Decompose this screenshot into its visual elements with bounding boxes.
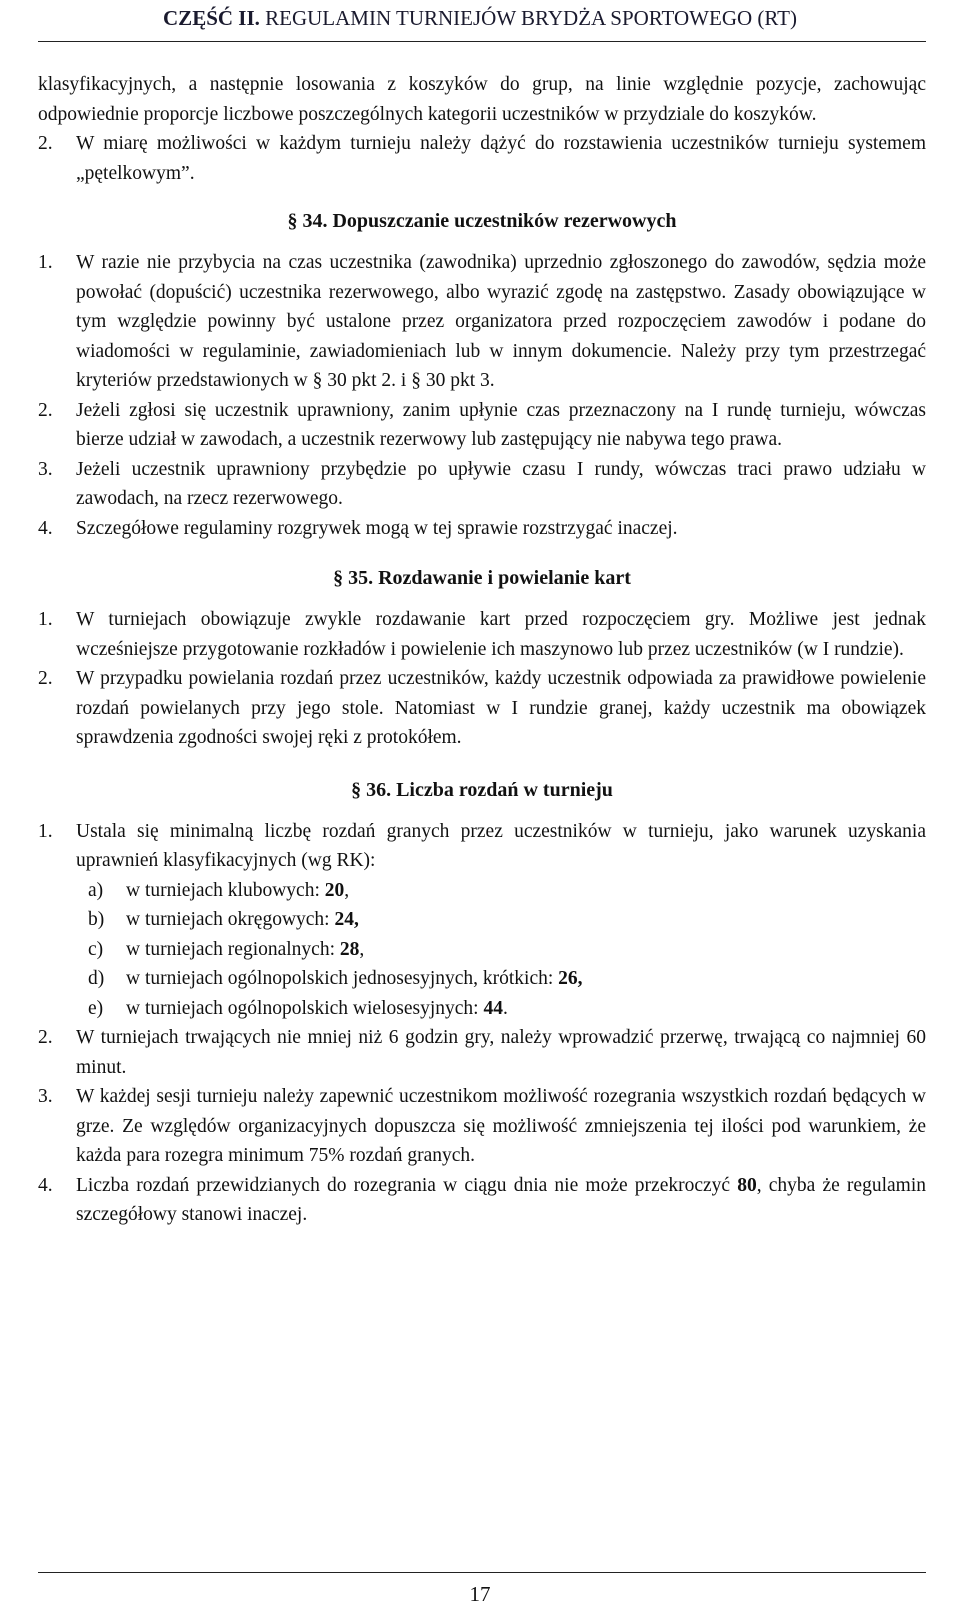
- sub-value: 20: [324, 879, 345, 901]
- header-rule: [38, 41, 926, 42]
- item-text-body: Ustala się minimalną liczbę rozdań granych przez uczestników w turnieju, jako warunek uzyskania uprawnień klasyfikacyjnych (wg RK):: [76, 820, 926, 871]
- item-text: Jeżeli zgłosi się uczestnik uprawniony, zanim upłynie czas przeznaczony na I rundę turnieju, wówczas bierze udział w zawodach, a uczestnik rezerwowy lub zastępujący nie nabywa tego prawa.: [76, 399, 926, 450]
- item-text: W miarę możliwości w każdym turnieju należy dążyć do rozstawienia uczestników turnieju systemem „pętelkowym”.: [76, 133, 926, 184]
- item-text-post: , chyba że regulamin szczegółowy stanowi inaczej.: [76, 1174, 926, 1225]
- item-text: W turniejach trwających nie mniej niż 6 godzin gry, należy wprowadzić przerwę, trwającą co najmniej 60 minut.: [76, 1027, 926, 1078]
- section-34-list: [38, 248, 926, 543]
- sub-letter: b): [88, 909, 105, 930]
- list-item: [38, 664, 926, 753]
- item-number: 4.: [38, 517, 53, 539]
- sub-item: [88, 905, 926, 935]
- item-number: 3.: [38, 1086, 53, 1107]
- intro-block: [38, 70, 926, 188]
- section-36-list: [38, 817, 926, 1230]
- sub-text: w turniejach regionalnych:: [126, 938, 340, 960]
- section-36-title: § 36. Liczba rozdań w turnieju: [351, 778, 613, 801]
- list-item: [38, 514, 926, 544]
- item-text-pre: Liczba rozdań przewidzianych do rozegrania w ciągu dnia nie może przekroczyć: [76, 1174, 738, 1196]
- sub-value: 44: [483, 997, 503, 1019]
- item-number: 2.: [38, 133, 53, 154]
- item-number: 1.: [38, 609, 53, 630]
- sub-item: [88, 994, 926, 1024]
- intro-paragraph: klasyfikacyjnych, a następnie losowania z koszyków do grup, na linie względnie pozycje, zachowując odpowiednie proporcje liczbowe poszczególnych kategorii uczestników w przydziale do koszyków.: [38, 74, 926, 125]
- document-body: [38, 70, 926, 1230]
- intro-item-2: [38, 129, 926, 188]
- list-item: [38, 455, 926, 514]
- sub-end: .: [502, 997, 508, 1019]
- list-item: [38, 248, 926, 396]
- sub-item: [88, 876, 926, 906]
- item-text: [76, 1171, 926, 1230]
- sub-letter: a): [88, 879, 104, 901]
- sub-text: w turniejach ogólnopolskich jednosesyjnych, krótkich:: [126, 968, 559, 989]
- list-item: [38, 605, 926, 664]
- item-text: [76, 817, 926, 1024]
- item-text: Szczegółowe regulaminy rozgrywek mogą w tej sprawie rozstrzygać inaczej.: [76, 517, 678, 539]
- item-number: 3.: [38, 458, 53, 480]
- item-value: 80: [737, 1174, 757, 1196]
- sub-letter: c): [88, 938, 104, 960]
- header-part: CZĘŚĆ II.: [163, 6, 260, 30]
- item-number: 1.: [38, 252, 53, 273]
- sub-letter: e): [88, 997, 104, 1019]
- sub-end: ,: [359, 938, 365, 960]
- section-35-list: [38, 605, 926, 753]
- sub-value: 24,: [334, 909, 359, 930]
- item-number: 2.: [38, 399, 53, 421]
- list-item: [38, 1082, 926, 1171]
- sub-text: w turniejach ogólnopolskich wielosesyjnych:: [126, 997, 484, 1019]
- sub-value: 28: [339, 938, 360, 960]
- item-number: 4.: [38, 1174, 53, 1196]
- page-number: 17: [469, 1582, 491, 1606]
- item-text: W turniejach obowiązuje zwykle rozdawanie kart przed rozpoczęciem gry. Możliwe jest jednak wcześniejsze przygotowanie rozkładów i powielenie ich maszynowo lub przez uczestników (w I rundzie).: [76, 609, 926, 660]
- sub-text: w turniejach klubowych:: [126, 879, 325, 901]
- footer-rule: [38, 1572, 926, 1573]
- item-text: W przypadku powielania rozdań przez uczestników, każdy uczestnik odpowiada za prawidłowe powielenie rozdań powielanych przy jego stole. Natomiast w I rundzie granej, każdy uczestnik ma obowiązek sprawdzenia zgodności swojej ręki z protokółem.: [76, 668, 926, 748]
- sub-text: w turniejach okręgowych:: [126, 909, 335, 930]
- header-title: REGULAMIN TURNIEJÓW BRYDŻA SPORTOWEGO (RT): [265, 6, 797, 30]
- page-header: [0, 0, 960, 43]
- section-35-title: § 35. Rozdawanie i powielanie kart: [333, 567, 631, 589]
- list-item: [38, 817, 926, 1024]
- list-item: [38, 1171, 926, 1230]
- sub-value: 26,: [558, 968, 583, 989]
- item-text: Jeżeli uczestnik uprawniony przybędzie po upływie czasu I rundy, wówczas traci prawo udziału w zawodach, na rzecz rezerwowego.: [76, 458, 926, 509]
- sub-letter: d): [88, 968, 105, 989]
- list-item: [38, 1023, 926, 1082]
- sub-end: ,: [344, 879, 350, 901]
- item-number: 1.: [38, 820, 53, 842]
- item-number: 2.: [38, 1027, 53, 1048]
- item-number: 2.: [38, 668, 53, 689]
- section-34-title: § 34. Dopuszczanie uczestników rezerwowych: [287, 210, 677, 232]
- sub-item: [88, 935, 926, 965]
- list-item: [38, 396, 926, 455]
- item-text: W każdej sesji turnieju należy zapewnić uczestnikom możliwość rozegrania wszystkich rozdań będących w grze. Ze względów organizacyjnych dopuszcza się możliwość zmniejszenia tej ilości pod warunkiem, że każda para rozegra minimum 75% rozdań granych.: [76, 1086, 926, 1166]
- item-text: W razie nie przybycia na czas uczestnika (zawodnika) uprzednio zgłoszonego do zawodów, sędzia może powołać (dopuścić) uczestnika rezerwowego, albo wyrazić zgodę na zastępstwo. Zasady obowiązujące w tym względzie powinny być ustalone przez organizatora przed rozpoczęciem zawodów i podane do wiadomości w regulaminie, zawiadomieniach lub w innym dokumencie. Należy przy tym przestrzegać kryteriów przedstawionych w § 30 pkt 2. i § 30 pkt 3.: [76, 252, 926, 391]
- sub-item: [88, 964, 926, 994]
